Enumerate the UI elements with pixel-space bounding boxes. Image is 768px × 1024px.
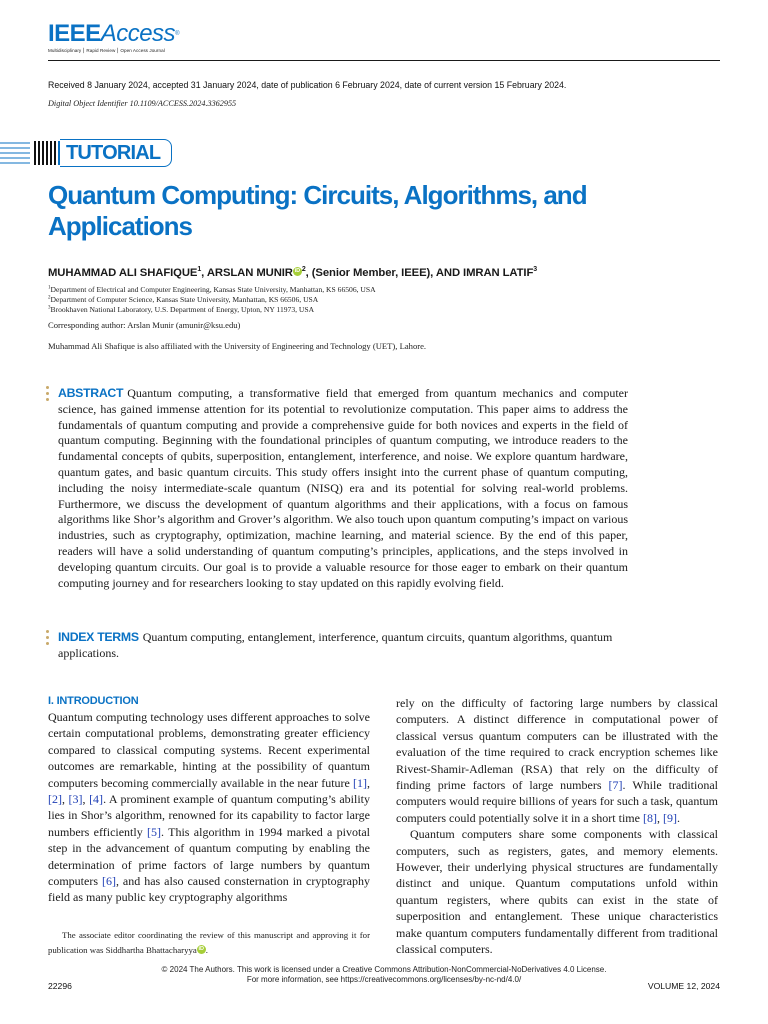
author-name: IMRAN LATIF <box>463 266 534 279</box>
page-number: 22296 <box>48 981 72 991</box>
paragraph-text: Quantum computing technology uses different approaches to solve certain computational problems, demonstrating greater efficiency compared to classical computing systems. Recent experimental outcomes are remarkable, hinting at the possibility of quantum computers becoming commercially available in the near future <box>48 710 370 790</box>
editor-footnote: The associate editor coordinating the review of this manuscript and approving it for publication was Siddhartha Bhattacharyya iD . <box>48 930 370 955</box>
citation-link[interactable]: [8] <box>642 810 657 825</box>
citation-link[interactable]: [5] <box>147 824 162 839</box>
abstract-label: ABSTRACT <box>58 386 124 400</box>
abstract-marker-icon <box>46 386 50 404</box>
paragraph: rely on the difficulty of factoring large numbers by classical computers. A distinct difference in computational power of classical versus quantum computers can be illustrated with the evaluation of the time required to crack encryption schemes like Rivest-Shamir-Adleman (RSA) that rely on the difficulty of finding prime factors of large numbers [7]. While traditional computers would require billions of years for such a task, quantum computers could potentially solve it in a short time [8], [9]. <box>396 696 718 825</box>
orcid-icon[interactable]: iD <box>294 267 301 274</box>
footnote-text: The associate editor coordinating the review of this manuscript and approving it for publication was Siddhartha Bhattacharyya <box>48 930 370 955</box>
affiliation-number: 2 <box>48 295 51 301</box>
index-terms-label: INDEX TERMS <box>58 630 139 644</box>
affiliation <box>48 305 314 314</box>
orcid-icon[interactable]: iD <box>198 945 205 952</box>
author-affiliation-mark: 1 <box>197 266 202 273</box>
journal-logo <box>48 22 179 54</box>
license-link[interactable]: For more information, see https://creativecommons.org/licenses/by-nc-nd/4.0/ <box>246 975 522 985</box>
citation-link[interactable]: [7] <box>608 778 623 793</box>
corresponding-author: Corresponding author: Arslan Munir (amunir@ksu.edu) <box>48 320 241 330</box>
paper-title: Quantum Computing: Circuits, Algorithms, and Applications <box>48 180 587 241</box>
index-terms-text: Quantum computing, entanglement, interference, quantum circuits, quantum algorithms, quantum applications. <box>58 630 613 660</box>
paragraph-text: rely on the difficulty of factoring large numbers by classical computers. A distinct difference in computational power of classical versus quantum computers can be illustrated with the evaluation of the time required to crack encryption schemes like Rivest-Shamir-Adleman (RSA) that rely on the difficulty of finding prime factors of large numbers <box>396 696 718 793</box>
banner-stripes-icon <box>0 139 60 167</box>
affiliation-number: 1 <box>48 285 51 291</box>
paragraph-text: , and has also caused consternation in cryptography field as many public key cryptography algorithms <box>48 874 370 905</box>
author-name: ARSLAN MUNIR <box>206 266 293 279</box>
affiliation-text: Department of Computer Science, Kansas State University, Manhattan, KS 66506, USA <box>50 295 319 304</box>
paragraph-text: . A prominent example of quantum computing’s ability lies in Shor’s algorithm, renowned for its capability to factor large numbers efficiently <box>48 792 371 839</box>
author-separator: , <box>201 266 207 279</box>
publication-dates: Received 8 January 2024, accepted 31 January 2024, date of publication 6 February 2024, date of current version 15 February 2024. <box>48 80 567 90</box>
paragraph-text: . While traditional computers would require billions of years for such a task, quantum computers could potentially solve it in a short time <box>396 778 718 825</box>
body-column-right <box>396 695 718 958</box>
abstract <box>58 386 628 591</box>
article-type: TUTORIAL <box>66 142 161 164</box>
abstract-text: Quantum computing, a transformative field that emerged from quantum mechanics and computer science, has gained immense attention for its potential to revolutionize computation. This paper aims to address the fundamentals of quantum computing and provide a comprehensive guide for both novices and experts in the field of quantum computing. Beginning with the foundational principles of quantum computing, we introduce readers to the fundamental concepts of qubits, superposition, entanglement, interference, and noise. We explore quantum hardware, quantum gates, and basic quantum circuits. This study offers insight into the current phase of quantum computing, including the noisy intermediate-scale quantum (NISQ) era and its potential for solving real-world problems. Furthermore, we discuss the development of quantum algorithms and their applications, with a focus on famous algorithms like Shor’s algorithm and Grover’s algorithm. We also touch upon quantum computing’s impact on various industries, such as cryptography, optimization, machine learning, and material science. By the end of this paper, readers will have a solid understanding of quantum computing’s principles, applications, and the steps involved in developing quantum circuits. Our goal is to provide a valuable resource for those eager to embark on their quantum computing journey and for researchers looking to stay updated on this rapidly evolving field. <box>58 386 628 590</box>
paragraph: Quantum computers share some components with classical computers, such as registers, gates, and memory elements. However, their underlying physical structures are fundamentally distinct and unique. Quantum computations unfold within quantum registers, where qubits can exist in the state of superposition and entanglement. These unique characteristics make quantum computers fundamentally different from traditional classical computers. <box>396 827 718 957</box>
citation-link[interactable]: [1] <box>353 775 367 790</box>
citation-link[interactable]: [6] <box>101 874 116 889</box>
citation-link[interactable]: [2] <box>48 792 62 807</box>
affiliation <box>48 285 376 294</box>
header-rule <box>48 60 720 61</box>
author-list <box>48 266 537 279</box>
additional-affiliation: Muhammad Ali Shafique is also affiliated with the University of Engineering and Technology (UET), Lahore. <box>48 341 427 351</box>
doi[interactable]: Digital Object Identifier 10.1109/ACCESS.2024.3362955 <box>48 99 237 108</box>
citation-link[interactable]: [3] <box>68 792 83 807</box>
body-column-left <box>48 695 370 906</box>
affiliation-text: Department of Electrical and Computer Engineering, Kansas State University, Manhattan, KS 66506, USA <box>50 285 376 294</box>
paragraph: Quantum computing technology uses different approaches to solve certain computational problems, demonstrating greater efficiency compared to classical computing systems. Recent experimental outcomes are remarkable, hinting at the possibility of quantum computers becoming commercially available in the near future [1], [2], [3], [4]. A prominent example of quantum computing’s ability lies in Shor’s algorithm, renowned for its capability to factor large numbers efficiently [5]. This algorithm in 1994 marked a pivotal step in the advancement of quantum computing by enabling the determination of prime factors of large numbers by quantum computers [6], and has also caused consternation in cryptography field as many public key cryptography algorithms <box>48 710 371 905</box>
affiliation-number: 3 <box>48 305 51 311</box>
author-affiliation-mark: 3 <box>533 266 538 273</box>
author-membership: , (Senior Member, IEEE), AND <box>305 266 464 279</box>
logo-trademark: ® <box>175 31 179 37</box>
citation-link[interactable]: [4] <box>89 792 104 807</box>
logo-access: Access <box>100 20 176 47</box>
affiliation <box>48 295 318 304</box>
volume-info: VOLUME 12, 2024 <box>647 981 720 991</box>
journal-tagline: Multidisciplinary ⎮ Rapid Review ⎮ Open Access Journal <box>48 48 165 53</box>
index-terms <box>58 630 628 662</box>
index-terms-marker-icon <box>46 630 50 648</box>
author-affiliation-mark: 2 <box>301 266 306 273</box>
author-name: MUHAMMAD ALI SHAFIQUE <box>48 266 198 279</box>
affiliation-text: Brookhaven National Laboratory, U.S. Department of Energy, Upton, NY 11973, USA <box>50 305 315 314</box>
license-line: © 2024 The Authors. This work is licensed under a Creative Commons Attribution-NonCommercial-NoDerivatives 4.0 License. <box>161 965 607 974</box>
section-heading: I. INTRODUCTION <box>48 695 139 707</box>
paragraph-text: . This algorithm in 1994 marked a pivotal step in the advancement of quantum computing by enabling the determination of prime factors of large numbers by quantum computers <box>48 824 370 889</box>
citation-link[interactable]: [9] <box>662 810 677 825</box>
logo-ieee: IEEE <box>48 20 101 47</box>
